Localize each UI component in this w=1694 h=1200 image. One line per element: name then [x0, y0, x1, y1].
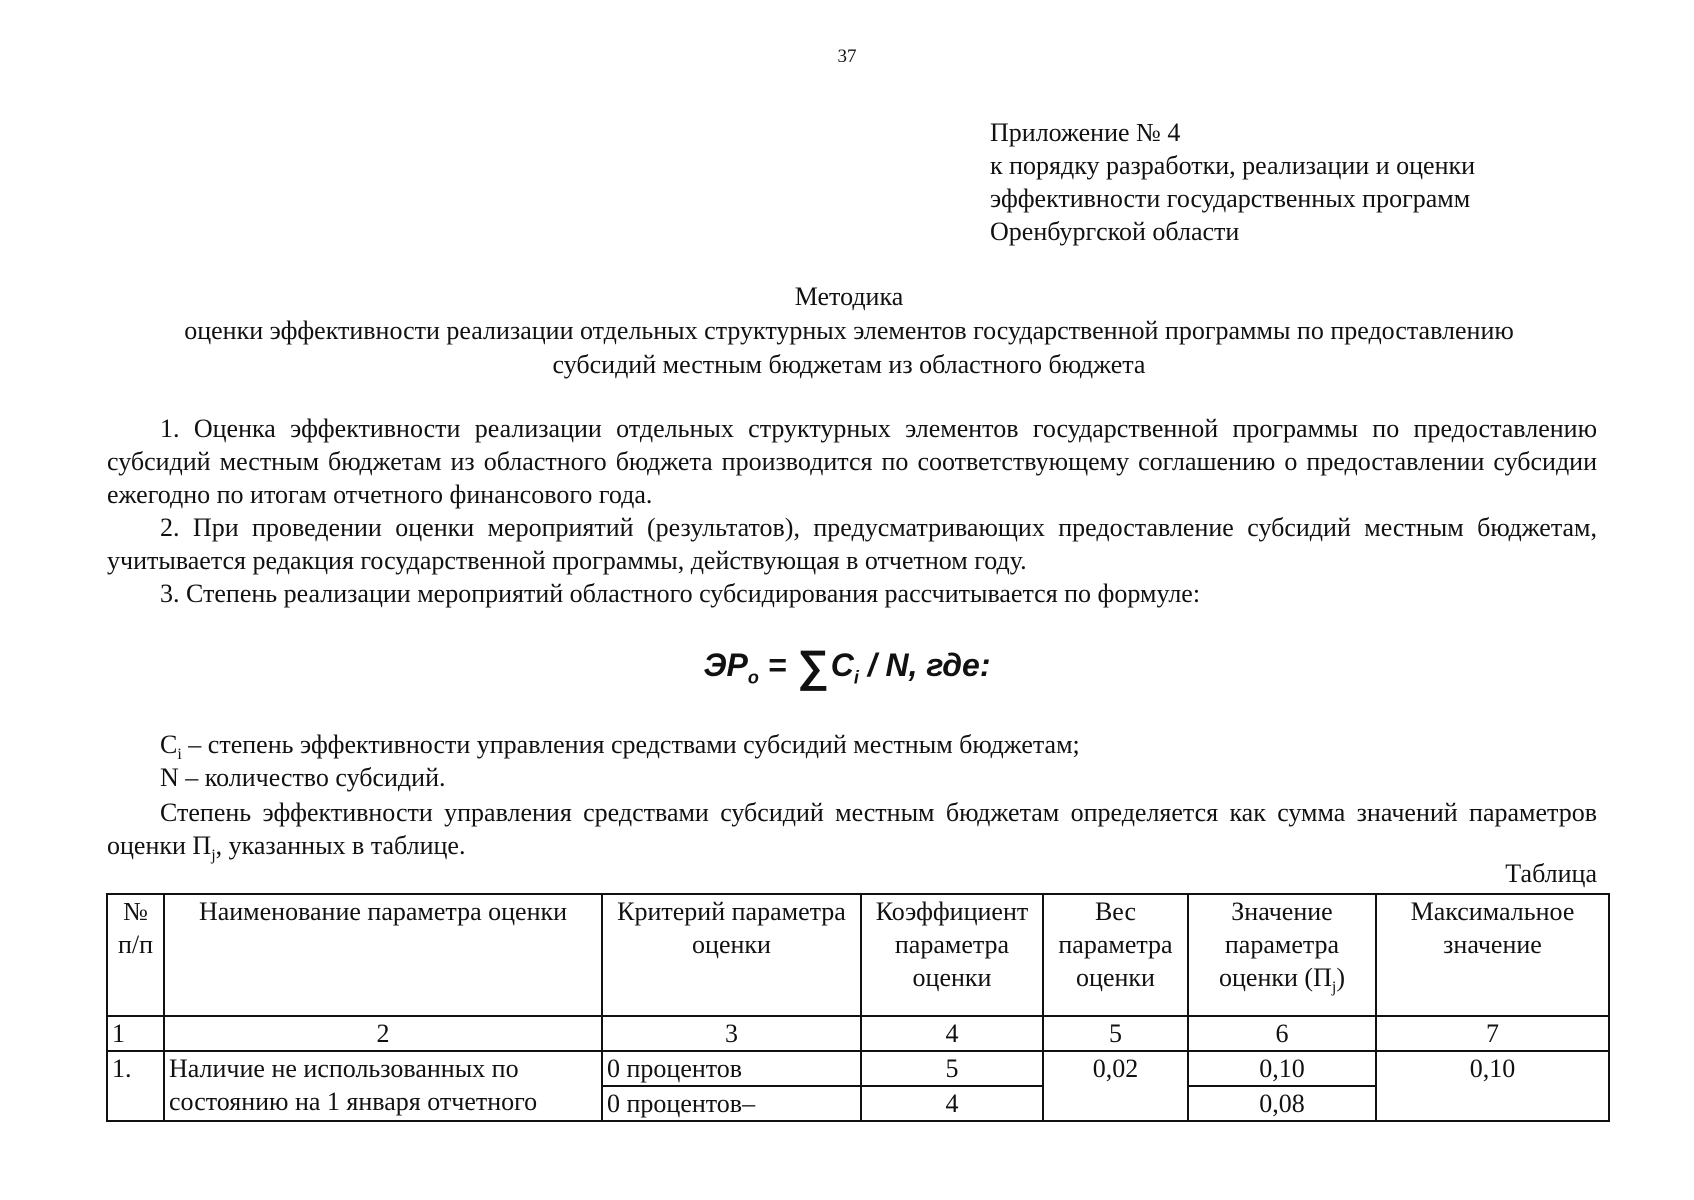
- formula-term: C: [830, 647, 854, 683]
- table-header-row: [107, 894, 1609, 1016]
- formula-lhs-sub: о: [747, 667, 759, 688]
- ci-symbol: C: [160, 730, 178, 759]
- heading-subtitle: оценки эффективности реализации отдельных структурных элементов государственной программы по предоставлению: [184, 316, 1514, 345]
- header-value-sub: j: [1331, 979, 1337, 997]
- header-cell-name: Наименование параметра оценки: [164, 894, 602, 1016]
- ci-sub: i: [177, 746, 182, 764]
- criterion-cell: 0 процентов–: [602, 1086, 861, 1121]
- criterion-cell: 0 процентов: [602, 1051, 861, 1086]
- value-cell: 0,08: [1188, 1086, 1376, 1121]
- table-caption: Таблица: [1505, 859, 1597, 888]
- document-heading: [100, 280, 1598, 382]
- formula-term-sub: i: [853, 667, 859, 688]
- coefficient-cell: 5: [861, 1051, 1043, 1086]
- paragraph-2: 2. При проведении оценки мероприятий (результатов), предусматривающих предоставление субсидий местным бюджетам, учитывается редакция государственной программы, действующая в отчетном году.: [107, 513, 1597, 575]
- formula-rest: / N, где:: [858, 647, 991, 683]
- paragraph-1: 1. Оценка эффективности реализации отдельных структурных элементов государственной программы по предоставлению субсидий местным бюджетам из областного бюджета производится по соответствующему соглашению о предоставлении субсидии ежегодно по итогам отчетного финансового года.: [107, 414, 1597, 509]
- header-value-close: ): [1336, 963, 1345, 992]
- column-number: 7: [1376, 1016, 1609, 1051]
- p4-sub: j: [211, 847, 216, 865]
- table-row: [107, 1051, 1609, 1086]
- formula-lhs: ЭР: [703, 647, 748, 683]
- page-number: 37: [837, 46, 857, 67]
- appendix-header: [990, 116, 1475, 248]
- header-cell-value: [1188, 894, 1376, 1016]
- sigma-symbol: ∑: [797, 642, 829, 691]
- appendix-line: Оренбургской области: [990, 217, 1240, 246]
- definition-n: N – количество субсидий.: [160, 763, 446, 792]
- column-number: 5: [1043, 1016, 1188, 1051]
- header-cell-number: № п/п: [107, 894, 164, 1016]
- header-cell-criterion: Критерий параметра оценки: [602, 894, 861, 1016]
- ci-text: – степень эффективности управления средствами субсидий местным бюджетам;: [181, 730, 1080, 759]
- appendix-title: Приложение № 4: [990, 118, 1181, 147]
- header-value-text: Значение параметра оценки (П: [1219, 897, 1340, 992]
- parameter-name: Наличие не использованных по состоянию на 1 января отчетного: [164, 1051, 602, 1121]
- column-number: 1: [107, 1016, 164, 1051]
- weight-cell: 0,02: [1043, 1051, 1188, 1121]
- column-number: 6: [1188, 1016, 1376, 1051]
- heading-subtitle: субсидий местным бюджетам из областного бюджета: [552, 350, 1146, 379]
- paragraph-3: 3. Степень реализации мероприятий областного субсидирования рассчитывается по формуле:: [160, 579, 1201, 608]
- p4-text-end: , указанных в таблице.: [215, 831, 466, 860]
- value-cell: 0,10: [1188, 1051, 1376, 1086]
- column-number: 2: [164, 1016, 602, 1051]
- column-number-row: [107, 1016, 1609, 1051]
- row-number: 1.: [107, 1051, 164, 1121]
- heading-title: Методика: [794, 282, 904, 311]
- paragraph-4: [107, 796, 1597, 872]
- evaluation-table: [106, 893, 1610, 1122]
- column-number: 3: [602, 1016, 861, 1051]
- coefficient-cell: 4: [861, 1086, 1043, 1121]
- header-cell-weight: Вес параметра оценки: [1043, 894, 1188, 1016]
- formula: [0, 642, 1694, 692]
- header-cell-coefficient: Коэффициент параметра оценки: [861, 894, 1043, 1016]
- p4-text: Степень эффективности управления средствами субсидий местным бюджетам определяется как сумма значений параметров оценки П: [107, 798, 1597, 860]
- formula-equals: =: [758, 647, 796, 683]
- appendix-line: эффективности государственных программ: [990, 184, 1471, 213]
- header-cell-max: Максимальное значение: [1376, 894, 1609, 1016]
- column-number: 4: [861, 1016, 1043, 1051]
- appendix-line: к порядку разработки, реализации и оценки: [990, 151, 1476, 180]
- definition-ci: [160, 730, 1080, 764]
- max-value-cell: 0,10: [1376, 1051, 1609, 1121]
